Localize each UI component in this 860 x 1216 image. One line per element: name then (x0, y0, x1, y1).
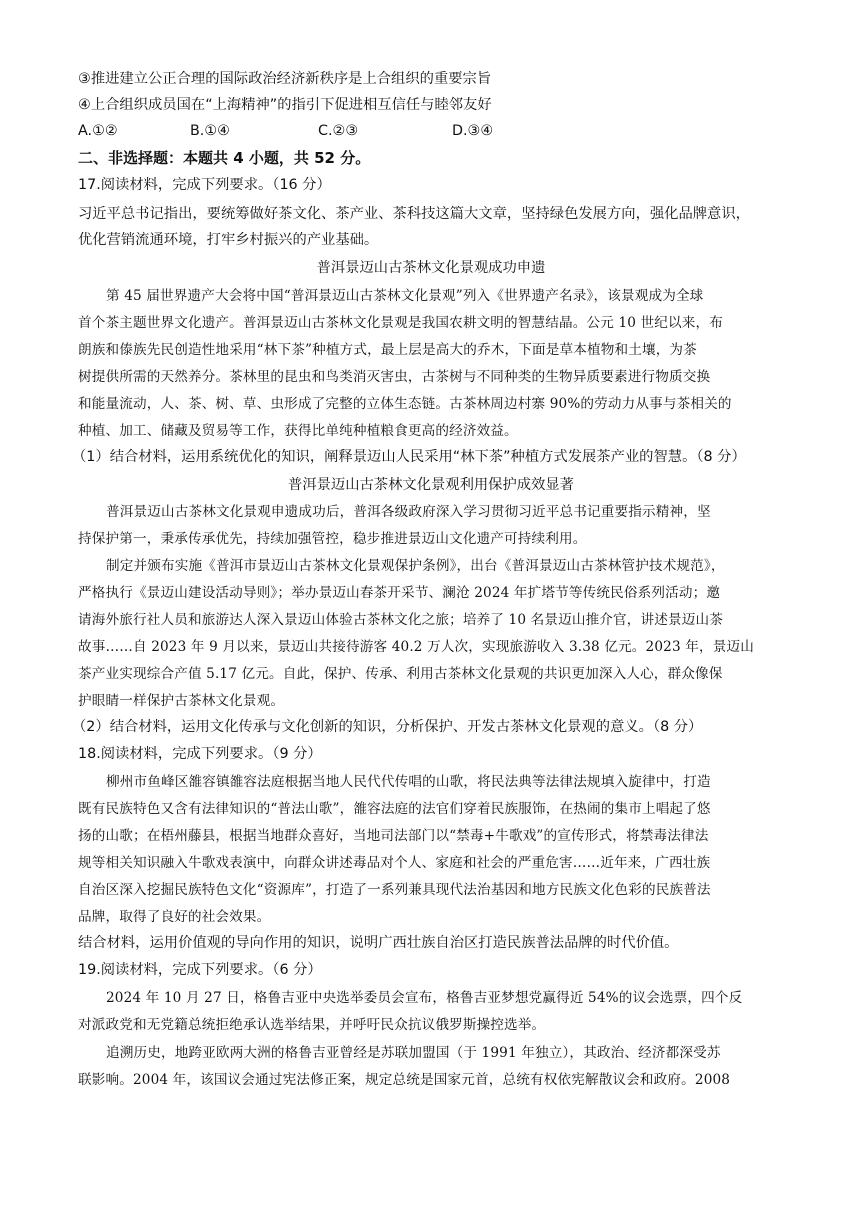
q18-para-line: 规等相关知识融入牛歌戏表演中，向群众讲述毒品对个人、家庭和社会的严重危害……近年来，广西壮族 (78, 855, 711, 871)
option-b: B.①④ (190, 123, 230, 139)
section-header: 二、非选择题：本题共 4 小题，共 52 分。 (78, 149, 371, 167)
option-c: C.②③ (318, 123, 359, 139)
option-a: A.①② (78, 123, 118, 139)
q17-stem: 17.阅读材料，完成下列要求。（16 分） (78, 177, 331, 193)
q19-stem: 19.阅读材料，完成下列要求。（6 分） (78, 962, 322, 978)
q17-subquestion-2: （2）结合材料，运用文化传承与文化创新的知识，分析保护、开发古茶林文化景观的意义。（8 分） (72, 719, 703, 735)
q17-para3-line: 故事……自 2023 年 9 月以来，景迈山共接待游客 40.2 万人次，实现旅游收入 3.38 亿元。2023 年，景迈山 (78, 639, 754, 655)
q17-subquestion-1: （1）结合材料，运用系统优化的知识，阐释景迈山人民采用“林下茶”种植方式发展茶产业的智慧。（8 分） (72, 449, 746, 465)
q18-para-line: 扬的山歌；在梧州藤县，根据当地群众喜好，当地司法部门以“禁毒+牛歌戏”的宣传形式，将禁毒法律法 (78, 828, 709, 844)
q17-para3-line: 茶产业实现综合产值 5.17 亿元。自此，保护、传承、利用古茶林文化景观的共识更加深入人心，群众像保 (78, 666, 723, 682)
q18-para-line: 柳州市鱼峰区雒容镇雒容法庭根据当地人民代代传唱的山歌，将民法典等法律法规填入旋律中，打造 (106, 774, 711, 790)
q18-para-line: 既有民族特色又含有法律知识的“普法山歌”，雒容法庭的法官们穿着民族服饰，在热闹的集市上唱起了悠 (78, 801, 711, 817)
q17-material-title-2: 普洱景迈山古茶林文化景观利用保护成效显著 (288, 477, 574, 493)
q17-para1-line: 第 45 届世界遗产大会将中国“普洱景迈山古茶林文化景观”列入《世界遗产名录》，该景观成为全球 (106, 288, 704, 304)
q19-para2-line: 追溯历史，地跨亚欧两大洲的格鲁吉亚曾经是苏联加盟国（于 1991 年独立），其政治、经济都深受苏 (106, 1045, 721, 1061)
q17-intro-line: 优化营销流通环境，打牢乡村振兴的产业基础。 (78, 232, 379, 248)
q17-para1-line: 朗族和傣族先民创造性地采用“林下茶”种植方式，最上层是高大的乔木，下面是草本植物和土壤，为茶 (78, 342, 697, 358)
q19-para2-line: 联影响。2004 年，该国议会通过宪法修正案，规定总统是国家元首，总统有权依宪解散议会和政府。2008 (78, 1072, 731, 1088)
q17-para1-line: 树提供所需的天然养分。茶林里的昆虫和鸟类消灭害虫，古茶树与不同种类的生物异质要素进行物质交换 (78, 369, 711, 385)
q17-para3-line: 护眼睛一样保护古茶林文化景观。 (78, 693, 285, 709)
q19-para1-line: 2024 年 10 月 27 日，格鲁吉亚中央选举委员会宣布，格鲁吉亚梦想党赢得近 54%的议会选票，四个反 (106, 990, 743, 1006)
q19-para1-line: 对派政党和无党籍总统拒绝承认选举结果，并呼吁民众抗议俄罗斯操控选举。 (78, 1017, 546, 1033)
q18-question: 结合材料，运用价值观的导向作用的知识，说明广西壮族自治区打造民族普法品牌的时代价值。 (78, 935, 679, 951)
q17-para1-line: 和能量流动，人、茶、树、草、虫形成了完整的立体生态链。古茶林周边村寨 90%的劳动力从事与茶相关的 (78, 396, 732, 412)
q17-material-title-1: 普洱景迈山古茶林文化景观成功申遗 (316, 260, 546, 276)
q18-stem: 18.阅读材料，完成下列要求。（9 分） (78, 746, 322, 762)
option-statement-4: ④上合组织成员国在“上海精神”的指引下促进相互信任与睦邻友好 (78, 97, 492, 113)
q17-para2-line: 持保护第一，秉承传承优先，持续加强管控，稳步推进景迈山文化遗产可持续利用。 (78, 531, 587, 547)
q18-para-line: 自治区深入挖掘民族特色文化“资源库”，打造了一系列兼具现代法治基因和地方民族文化色彩的民族普法 (78, 882, 711, 898)
q17-para3-line: 严格执行《景迈山建设活动导则》；举办景迈山春茶开采节、澜沧 2024 年扩塔节等传统民俗系列活动；邀 (78, 585, 721, 601)
q17-para1-line: 首个茶主题世界文化遗产。普洱景迈山古茶林文化景观是我国农耕文明的智慧结晶。公元 10 世纪以来，布 (78, 315, 724, 331)
q17-para2-line: 普洱景迈山古茶林文化景观申遗成功后，普洱各级政府深入学习贯彻习近平总书记重要指示精神，坚 (106, 504, 711, 520)
q17-para3-line: 请海外旅行社人员和旅游达人深入景迈山体验古茶林文化之旅；培养了 10 名景迈山推介官，讲述景迈山茶 (78, 612, 724, 628)
option-statement-3: ③推进建立公正合理的国际政治经济新秩序是上合组织的重要宗旨 (78, 71, 492, 87)
option-d: D.③④ (452, 123, 494, 139)
q17-intro-line: 习近平总书记指出，要统筹做好茶文化、茶产业、茶科技这篇大文章，坚持绿色发展方向，强化品牌意识， (78, 206, 750, 222)
q17-para3-line: 制定并颁布实施《普洱市景迈山古茶林文化景观保护条例》，出台《普洱景迈山古茶林管护技术规范》， (106, 558, 725, 574)
q17-para1-line: 种植、加工、储藏及贸易等工作，获得比单纯种植粮食更高的经济效益。 (78, 423, 518, 439)
q18-para-line: 品牌，取得了良好的社会效果。 (78, 909, 271, 925)
